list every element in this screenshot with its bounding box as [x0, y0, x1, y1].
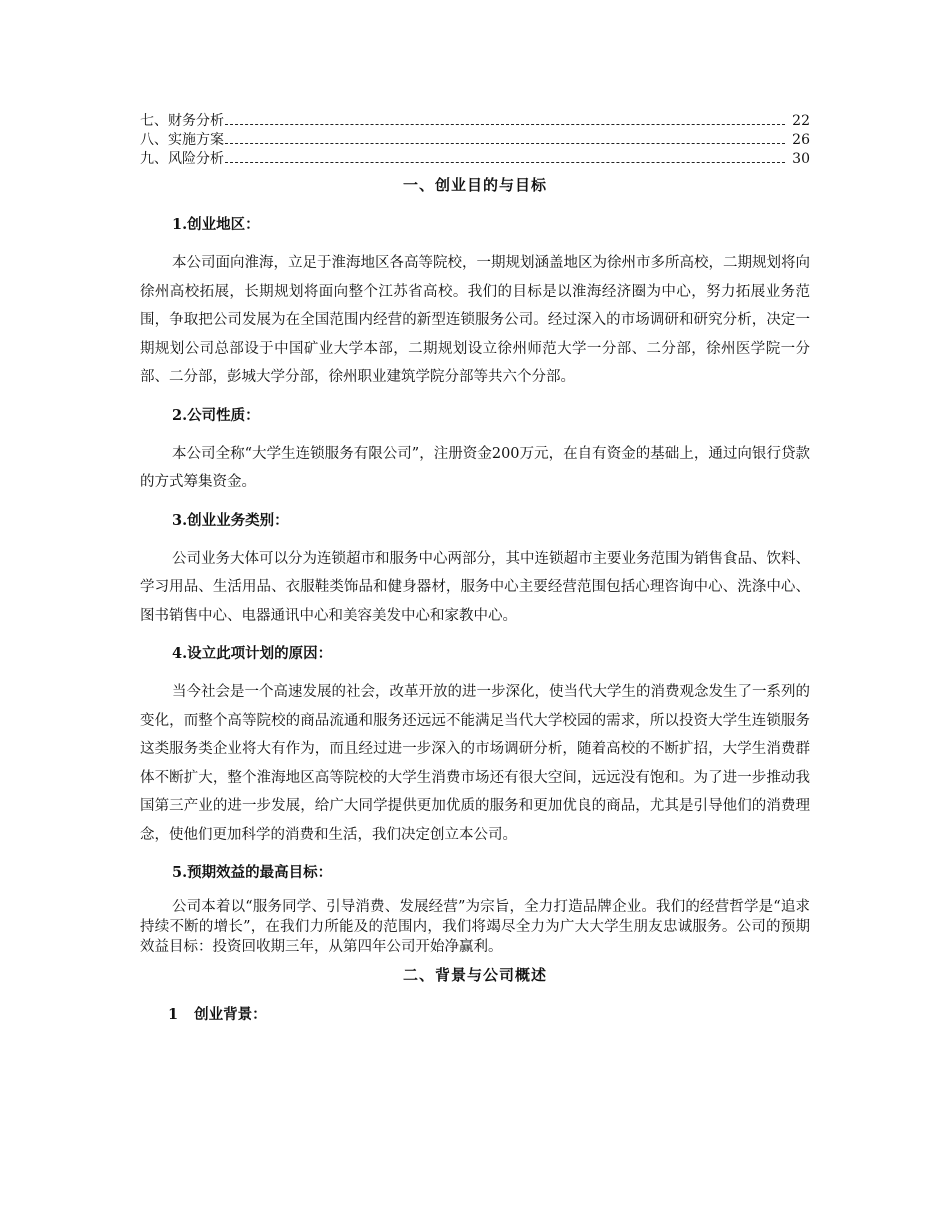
subsection-heading: 4.设立此项计划的原因：	[172, 645, 333, 662]
toc-entry-label: 九、风险分析	[140, 151, 224, 167]
paragraph: 本公司面向淮海，立足于淮海地区各高等院校，一期规划涵盖地区为徐州市多所高校，二期规划将向徐州高校拓展，长期规划将面向整个江苏省高校。我们的目标是以淮海经济圈为中心，努力拓展业务范围，争取把公司发展为在全国范围内经营的新型连锁服务公司。经过深入的市场调研和研究分析，决定一期规划公司总部设于中国矿业大学本部，二期规划设立徐州师范大学一分部、二分部，徐州医学院一分部、二分部，彭城大学分部，徐州职业建筑学院分部等共六个分部。	[140, 255, 810, 385]
subsection-heading-text: 创业背景：	[194, 1006, 267, 1023]
subsection-heading: 3.创业业务类别：	[172, 511, 289, 529]
subsection-heading	[168, 1005, 810, 1025]
toc-entry-page: 30	[792, 151, 810, 167]
toc-leader	[225, 162, 785, 163]
toc-entry-label: 八、实施方案	[140, 132, 224, 148]
paragraph: 公司本着以“服务同学、引导消费、发展经营”为宗旨，全力打造品牌企业。我们的经营哲学是“追求持续不断的增长”，在我们力所能及的范围内，我们将竭尽全力为广大大学生朋友忠诚服务。公司的预期效益目标：投资回收期三年，从第四年公司开始净赢利。	[140, 899, 810, 955]
paragraph: 本公司全称“大学生连锁服务有限公司”，注册资金200万元，在自有资金的基础上，通过向银行贷款的方式筹集资金。	[140, 445, 810, 490]
toc-leader	[225, 124, 785, 125]
toc-entry[interactable]	[140, 150, 810, 169]
section-title: 二、背景与公司概述	[402, 966, 547, 984]
section-title: 一、创业目的与目标	[402, 176, 547, 194]
table-of-contents	[140, 112, 810, 169]
subsection-heading: 2.公司性质：	[172, 406, 260, 424]
toc-entry-page: 26	[792, 132, 810, 148]
document-page	[140, 112, 810, 1039]
subsection-heading: 1.创业地区：	[172, 216, 260, 233]
paragraph: 公司业务大体可以分为连锁超市和服务中心两部分，其中连锁超市主要业务范围为销售食品、饮料、学习用品、生活用品、衣服鞋类饰品和健身器材，服务中心主要经营范围包括心理咨询中心、洗涤中心、图书销售中心、电器通讯中心和美容美发中心和家教中心。	[140, 550, 810, 624]
toc-entry-page: 22	[792, 113, 810, 129]
paragraph: 当今社会是一个高速发展的社会，改革开放的进一步深化，使当代大学生的消费观念发生了一系列的变化，而整个高等院校的商品流通和服务还远远不能满足当代大学校园的需求，所以投资大学生连锁服务这类服务类企业将大有作为，而且经过进一步深入的市场调研分析，随着高校的不断扩招，大学生消费群体不断扩大，整个淮海地区高等院校的大学生消费市场还有很大空间，远远没有饱和。为了进一步推动我国第三产业的进一步发展，给广大同学提供更加优质的服务和更加优良的商品，尤其是引导他们的消费理念，使他们更加科学的消费和生活，我们决定创立本公司。	[140, 684, 810, 843]
toc-entry-label: 七、财务分析	[140, 113, 224, 129]
subsection-heading: 5.预期效益的最高目标：	[172, 864, 333, 881]
subsection-number: 1	[168, 1006, 179, 1023]
toc-entry[interactable]	[140, 131, 810, 150]
toc-entry[interactable]	[140, 112, 810, 131]
toc-leader	[225, 143, 785, 144]
